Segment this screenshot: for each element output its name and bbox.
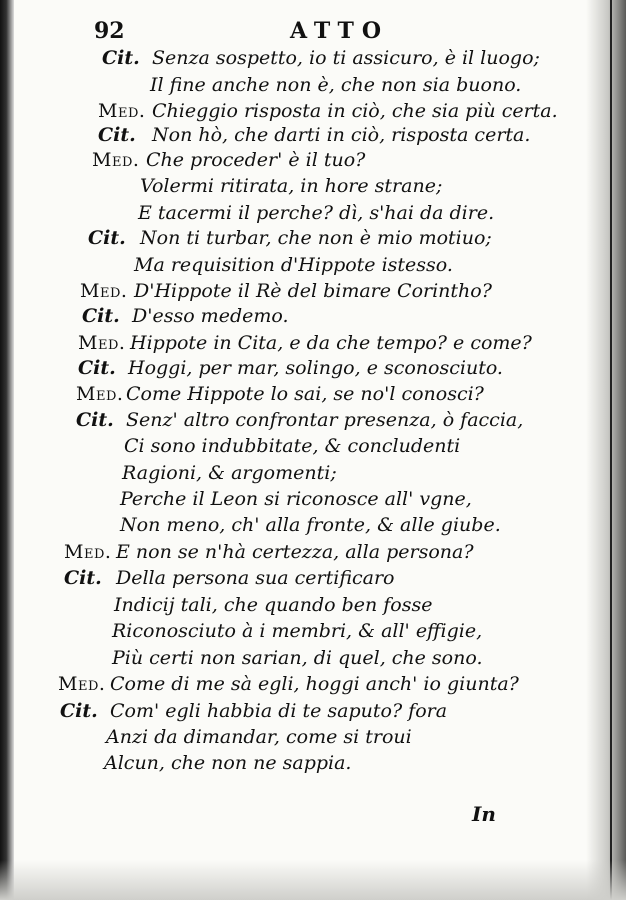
- verse-line: Indicij tali, che quando ben fosse: [114, 594, 433, 616]
- verse-line: Senza sospetto, io ti assicuro, è il luogo;: [152, 47, 540, 69]
- speaker-label: Med.: [92, 149, 140, 171]
- speaker-label: Cit.: [102, 47, 140, 69]
- verse-line: Riconosciuto à i membri, & all' effigie,: [112, 620, 483, 642]
- page-edge-shadow: [586, 0, 626, 900]
- verse-line: Ci sono indubbitate, & concludenti: [124, 435, 461, 457]
- speaker-label: Med.: [58, 673, 106, 695]
- verse-line: Senz' altro confrontar presenza, ò faccia,: [126, 409, 524, 431]
- verse-line: D'Hippote il Rè del bimare Corintho?: [134, 280, 492, 302]
- verse-line: Ragioni, & argomenti;: [122, 462, 337, 484]
- binding-shadow: [0, 0, 14, 900]
- verse-line: Come di me sà egli, hoggi anch' io giunta?: [110, 673, 519, 695]
- verse-line: Perche il Leon si riconosce all' vgne,: [120, 488, 472, 510]
- running-header: ATTO: [290, 18, 389, 44]
- verse-line: Volermi ritirata, in hore strane;: [140, 175, 443, 197]
- verse-line: Non ti turbar, che non è mio motiuo;: [140, 227, 492, 249]
- page-edge-line: [610, 0, 612, 900]
- speaker-label: Med.: [80, 280, 128, 302]
- speaker-label: Med.: [78, 332, 126, 354]
- verse-line: Anzi da dimandar, come si troui: [106, 726, 412, 748]
- verse-line: Chieggio risposta in ciò, che sia più certa.: [152, 100, 558, 122]
- speaker-label: Med.: [76, 383, 124, 405]
- verse-line: Alcun, che non ne sappia.: [104, 752, 352, 774]
- bottom-shadow: [0, 860, 626, 900]
- speaker-label: Cit.: [82, 305, 120, 327]
- verse-line: E tacermi il perche? dì, s'hai da dire.: [138, 202, 495, 224]
- speaker-label: Cit.: [98, 124, 136, 146]
- verse-line: Come Hippote lo sai, se no'l conosci?: [126, 383, 484, 405]
- speaker-label: Med.: [98, 100, 146, 122]
- page-number: 92: [94, 18, 125, 44]
- verse-line: Com' egli habbia di te saputo? fora: [110, 700, 448, 722]
- verse-line: Il fine anche non è, che non sia buono.: [150, 74, 522, 96]
- speaker-label: Cit.: [88, 227, 126, 249]
- catchword: In: [472, 802, 496, 826]
- verse-line: Hippote in Cita, e da che tempo? e come?: [130, 332, 532, 354]
- verse-line: Ma requisition d'Hippote istesso.: [134, 254, 453, 276]
- verse-line: Più certi non sarian, di quel, che sono.: [112, 647, 483, 669]
- speaker-label: Med.: [64, 541, 112, 563]
- verse-line: Non meno, ch' alla fronte, & alle giube.: [120, 514, 501, 536]
- speaker-label: Cit.: [76, 409, 114, 431]
- verse-line: Non hò, che darti in ciò, risposta certa.: [152, 124, 531, 146]
- verse-line: Che proceder' è il tuo?: [146, 149, 366, 171]
- verse-line: D'esso medemo.: [132, 305, 289, 327]
- verse-line: E non se n'hà certezza, alla persona?: [116, 541, 474, 563]
- speaker-label: Cit.: [78, 357, 116, 379]
- verse-line: Hoggi, per mar, solingo, e sconosciuto.: [128, 357, 503, 379]
- speaker-label: Cit.: [60, 700, 98, 722]
- speaker-label: Cit.: [64, 567, 102, 589]
- verse-line: Della persona sua certificaro: [116, 567, 395, 589]
